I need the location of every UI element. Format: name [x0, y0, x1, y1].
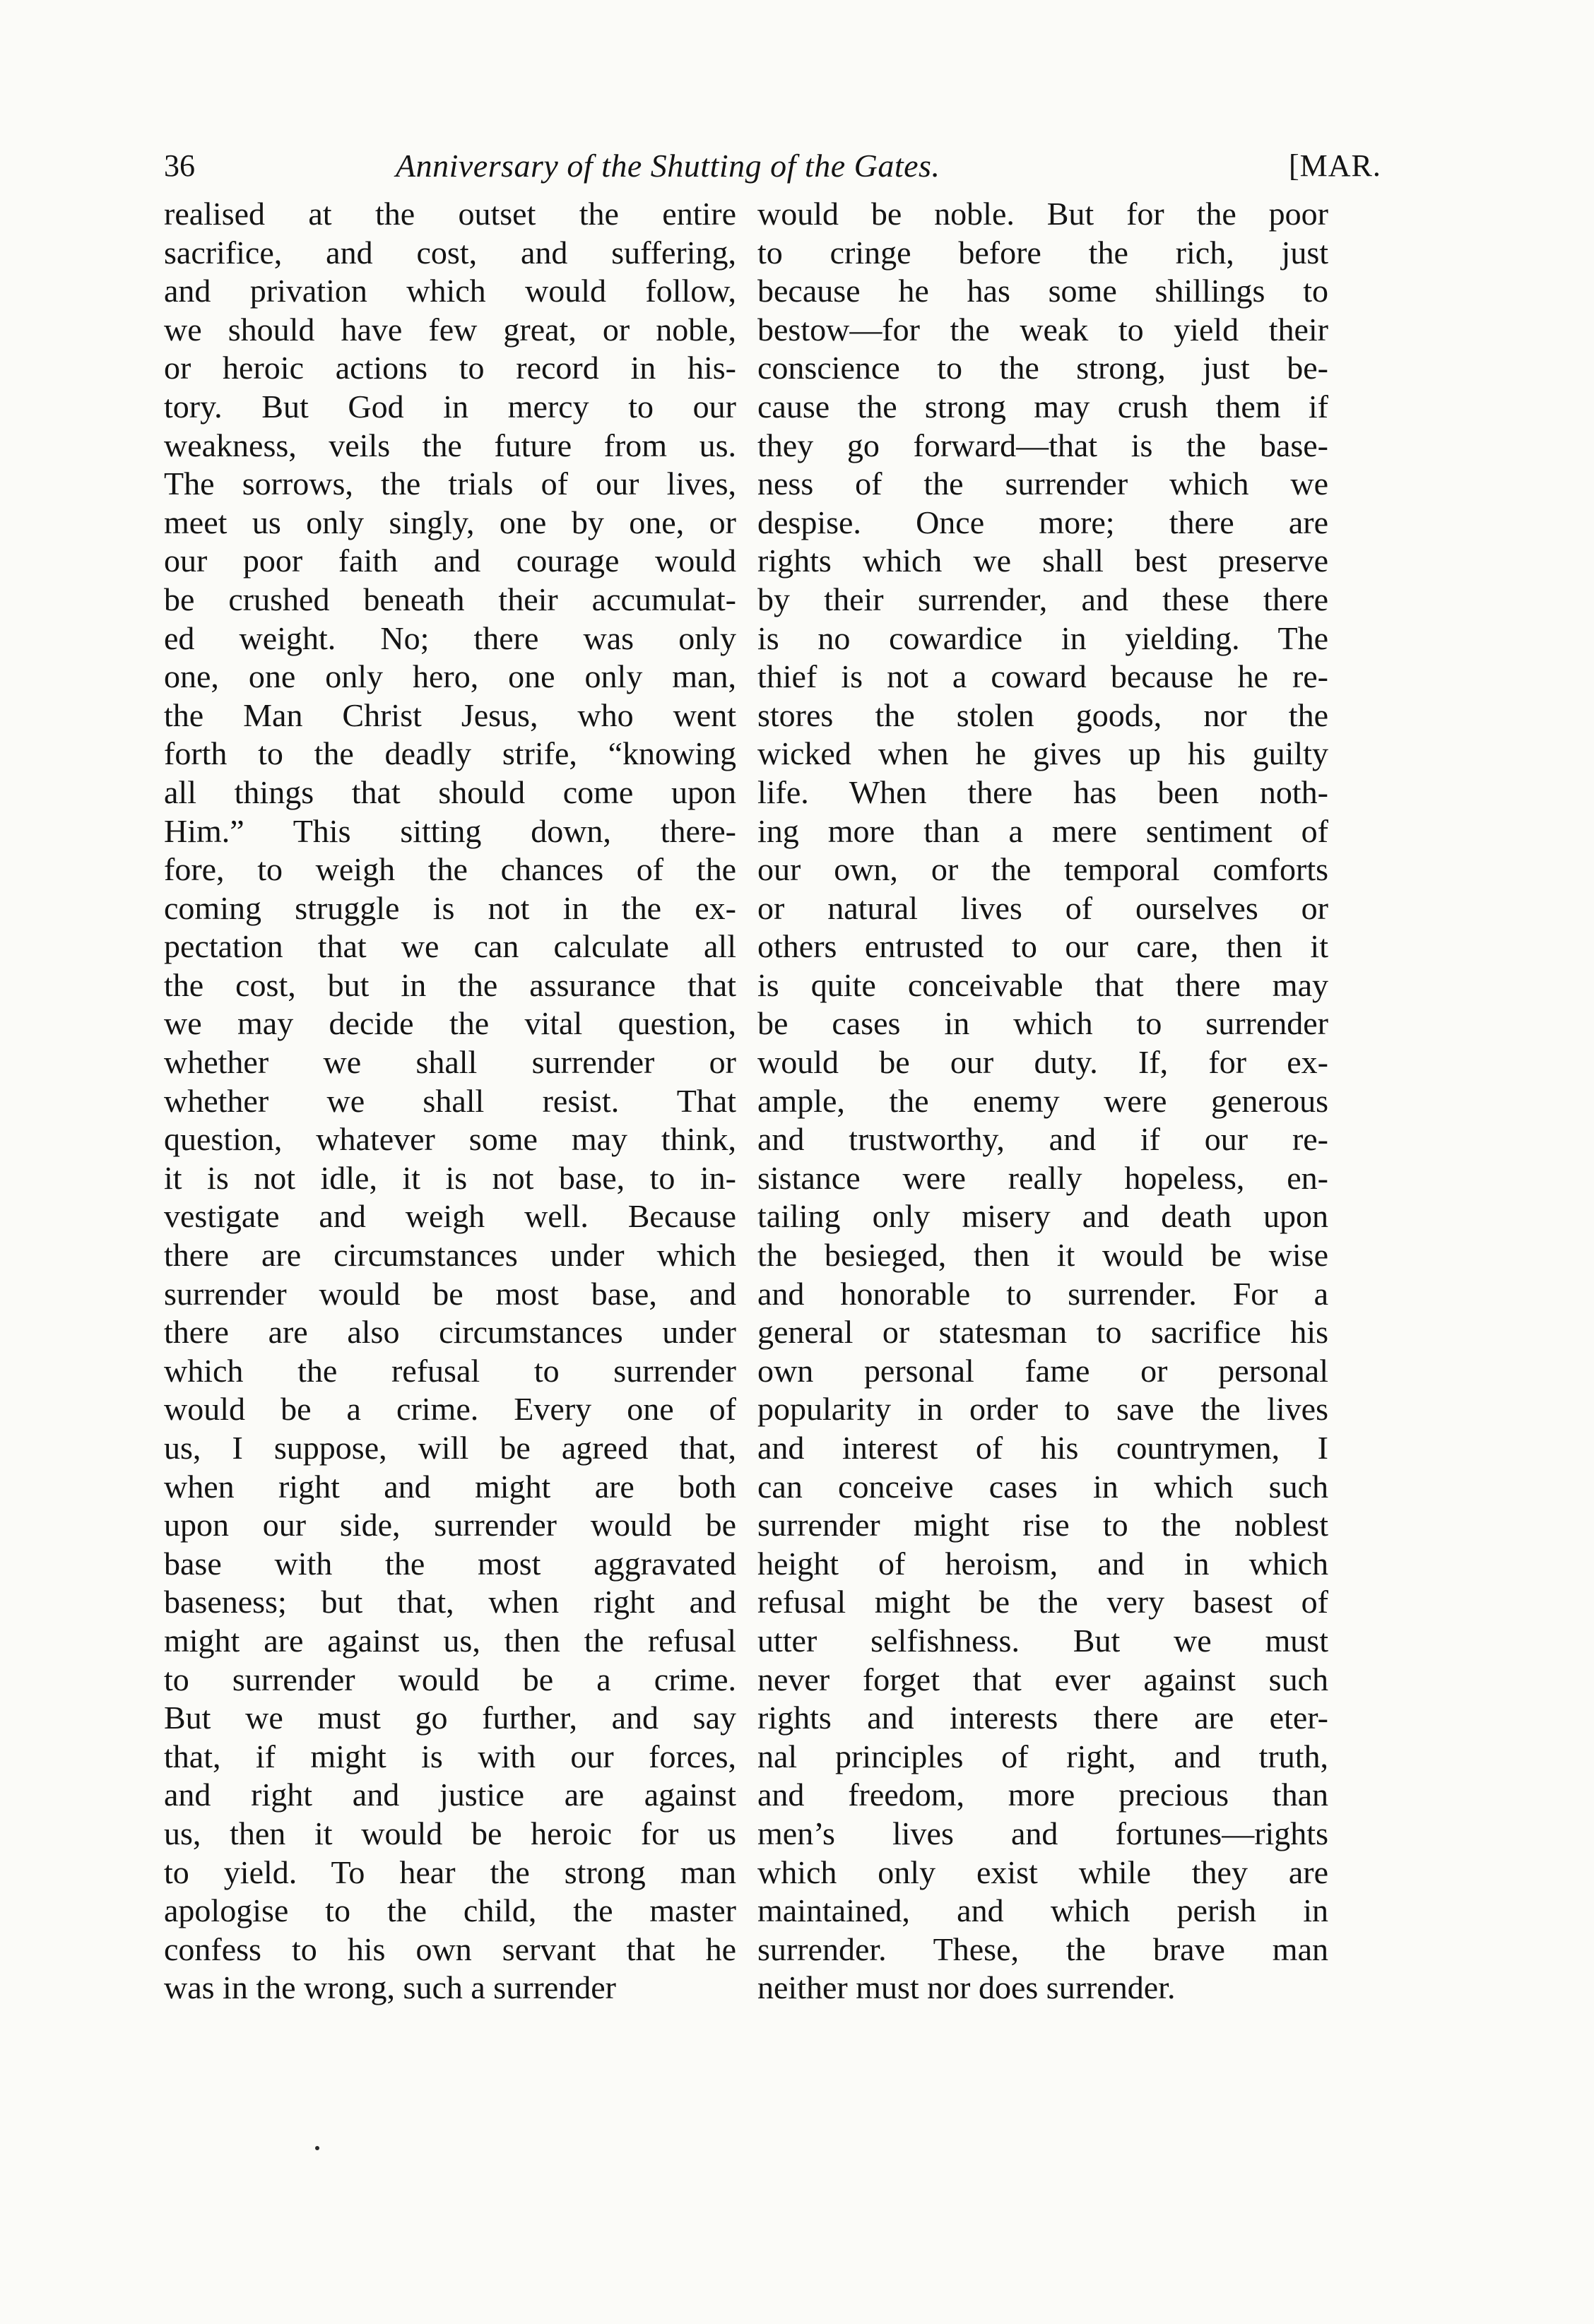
text-line: and trustworthy, and if our re- [757, 1121, 1328, 1158]
text-line: be cases in which to surrender [757, 1005, 1328, 1042]
text-line: and honorable to surrender. For a [757, 1275, 1328, 1312]
text-line: the cost, but in the assurance that [164, 966, 736, 1003]
text-line: ing more than a mere sentiment of [757, 812, 1328, 849]
text-line: conscience to the strong, just be- [757, 350, 1328, 386]
text-line: ample, the enemy were generous [757, 1082, 1328, 1119]
text-line: all things that should come upon [164, 773, 736, 810]
text-line: fore, to weigh the chances of the [164, 851, 736, 888]
text-line: our poor faith and courage would [164, 543, 736, 579]
text-line: and privation which would follow, [164, 273, 736, 309]
text-line: utter selfishness. But we must [757, 1622, 1328, 1659]
text-line: upon our side, surrender would be [164, 1507, 736, 1543]
text-line: sacrifice, and cost, and suffering, [164, 234, 736, 271]
text-line: neither must nor does surrender. [757, 1969, 1176, 2006]
text-line: can conceive cases in which such [757, 1468, 1328, 1505]
text-line: is no cowardice in yielding. The [757, 619, 1328, 656]
text-line: whether we shall resist. That [164, 1082, 736, 1119]
running-header [0, 145, 1594, 194]
text-line: rights which we shall best preserve [757, 543, 1328, 579]
text-line: and right and justice are against [164, 1777, 736, 1813]
text-line: our own, or the temporal comforts [757, 851, 1328, 888]
text-line: which the refusal to surrender [164, 1352, 736, 1389]
text-line: sistance were really hopeless, en- [757, 1159, 1328, 1196]
text-line: confess to his own servant that he [164, 1931, 736, 1967]
text-line: life. When there has been noth- [757, 773, 1328, 810]
text-line: one, one only hero, one only man, [164, 658, 736, 695]
text-line: the besieged, then it would be wise [757, 1237, 1328, 1274]
text-line: tailing only misery and death upon [757, 1198, 1328, 1235]
text-line: maintained, and which perish in [757, 1892, 1328, 1929]
text-line: us, then it would be heroic for us [164, 1815, 736, 1851]
text-line: never forget that ever against such [757, 1661, 1328, 1697]
text-line: there are circumstances under which [164, 1237, 736, 1274]
text-line: to yield. To hear the strong man [164, 1854, 736, 1890]
text-line: whether we shall surrender or [164, 1044, 736, 1081]
text-line: surrender would be most base, and [164, 1275, 736, 1312]
text-line: was in the wrong, such a surrender [164, 1969, 616, 2006]
text-line: apologise to the child, the master [164, 1892, 736, 1929]
text-line: or heroic actions to record in his- [164, 350, 736, 386]
text-line: us, I suppose, will be agreed that, [164, 1430, 736, 1466]
text-line: and interest of his countrymen, I [757, 1430, 1328, 1466]
text-line: vestigate and weigh well. Because [164, 1198, 736, 1235]
text-line: realised at the outset the entire [164, 196, 736, 232]
text-line: rights and interests there are eter- [757, 1700, 1328, 1736]
text-line: bestow—for the weak to yield their [757, 311, 1328, 348]
text-line: we may decide the vital question, [164, 1005, 736, 1042]
text-line: would be our duty. If, for ex- [757, 1044, 1328, 1081]
text-line: would be a crime. Every one of [164, 1391, 736, 1428]
text-line: despise. Once more; there are [757, 504, 1328, 540]
text-line: or natural lives of ourselves or [757, 889, 1328, 926]
text-line: others entrusted to our care, then it [757, 928, 1328, 965]
text-line: base with the most aggravated [164, 1545, 736, 1582]
text-line: stores the stolen goods, nor the [757, 696, 1328, 733]
text-line: be crushed beneath their accumulat- [164, 581, 736, 617]
text-line: it is not idle, it is not base, to in- [164, 1159, 736, 1196]
text-line: general or statesman to sacrifice his [757, 1314, 1328, 1351]
text-line: because he has some shillings to [757, 273, 1328, 309]
text-line: popularity in order to save the lives [757, 1391, 1328, 1428]
running-title: Anniversary of the Shutting of the Gates. [396, 148, 940, 184]
text-line: and freedom, more precious than [757, 1777, 1328, 1813]
text-line: when right and might are both [164, 1468, 736, 1505]
text-line: The sorrows, the trials of our lives, [164, 466, 736, 502]
text-line: meet us only singly, one by one, or [164, 504, 736, 540]
text-column-left [164, 195, 736, 2008]
text-line: to surrender would be a crime. [164, 1661, 736, 1697]
text-line: thief is not a coward because he re- [757, 658, 1328, 695]
text-line: would be noble. But for the poor [757, 196, 1328, 232]
text-line: ness of the surrender which we [757, 466, 1328, 502]
text-line: surrender. These, the brave man [757, 1931, 1328, 1967]
text-line: to cringe before the rich, just [757, 234, 1328, 271]
text-line: baseness; but that, when right and [164, 1584, 736, 1620]
text-line: nal principles of right, and truth, [757, 1738, 1328, 1774]
text-line: is quite conceivable that there may [757, 966, 1328, 1003]
text-line: height of heroism, and in which [757, 1545, 1328, 1582]
text-line: coming struggle is not in the ex- [164, 889, 736, 926]
text-line: which only exist while they are [757, 1854, 1328, 1890]
text-line: there are also circumstances under [164, 1314, 736, 1351]
text-line: we should have few great, or noble, [164, 311, 736, 348]
text-line: the Man Christ Jesus, who went [164, 696, 736, 733]
text-line: pectation that we can calculate all [164, 928, 736, 965]
text-line: tory. But God in mercy to our [164, 388, 736, 425]
text-line: they go forward—that is the base- [757, 427, 1328, 463]
text-line: Him.” This sitting down, there- [164, 812, 736, 849]
page-number: 36 [164, 148, 195, 183]
text-line: cause the strong may crush them if [757, 388, 1328, 425]
text-column-right [757, 195, 1328, 2008]
text-line: men’s lives and fortunes—rights [757, 1815, 1328, 1851]
text-line: But we must go further, and say [164, 1700, 736, 1736]
text-line: surrender might rise to the noblest [757, 1507, 1328, 1543]
text-line: that, if might is with our forces, [164, 1738, 736, 1774]
running-month: [MAR. [1289, 148, 1381, 183]
text-line: by their surrender, and these there [757, 581, 1328, 617]
text-line: might are against us, then the refusal [164, 1622, 736, 1659]
text-line: weakness, veils the future from us. [164, 427, 736, 463]
text-line: own personal fame or personal [757, 1352, 1328, 1389]
text-line: ed weight. No; there was only [164, 619, 736, 656]
text-line: refusal might be the very basest of [757, 1584, 1328, 1620]
text-line: wicked when he gives up his guilty [757, 735, 1328, 772]
text-line: forth to the deadly strife, “knowing [164, 735, 736, 772]
text-line: question, whatever some may think, [164, 1121, 736, 1158]
printer-mark [315, 2146, 319, 2150]
